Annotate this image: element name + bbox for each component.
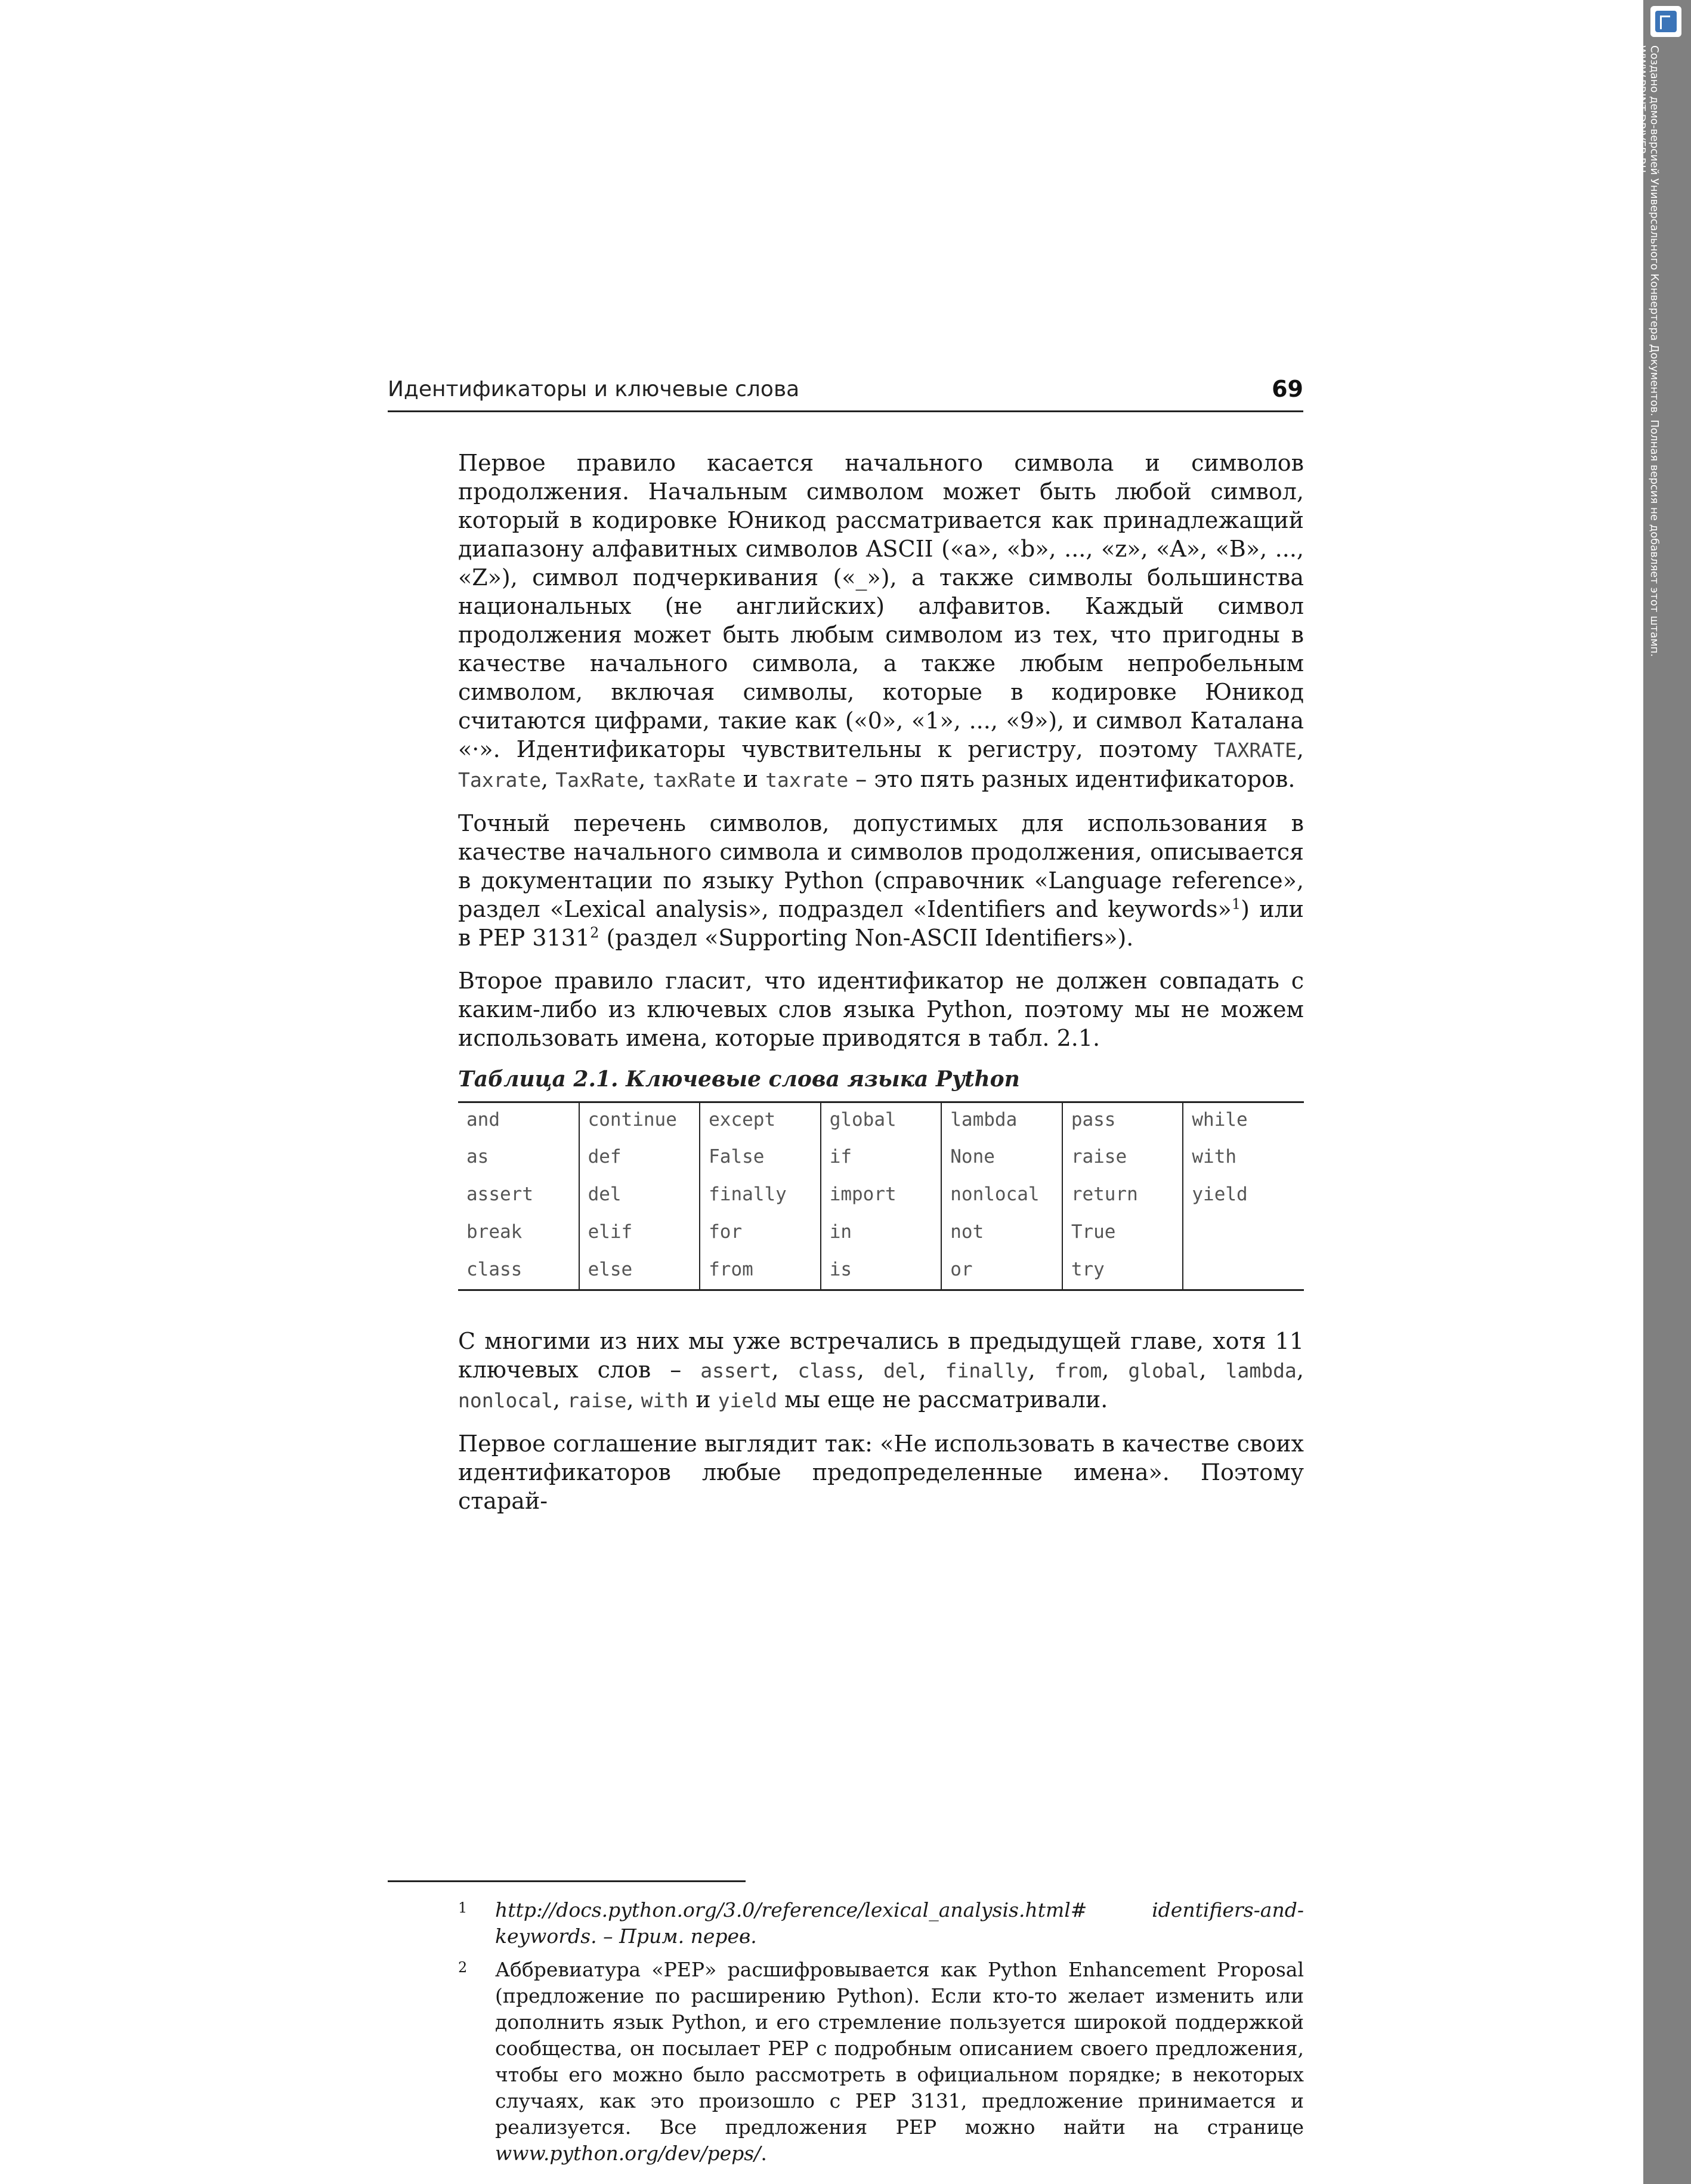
footnote-url[interactable]: http://docs.python.org/3.0/reference/lexical_analysis.html# identifiers-and-keywords.: [495, 1898, 1304, 1948]
keyword-cell: [1183, 1215, 1304, 1253]
code-identifier: Taxrate: [458, 768, 542, 792]
separator: ,: [919, 1357, 926, 1383]
keyword-cell: True: [1062, 1215, 1183, 1253]
paragraph-first-convention: Первое соглашение выглядит так: «Не использовать в качестве своих идентификаторов любые предопределенные имена». Поэтому старай-: [458, 1431, 1304, 1514]
separator: ,: [1102, 1357, 1109, 1383]
paragraph-keywords-seen: [458, 1327, 1304, 1415]
code-keyword: lambda: [1225, 1359, 1297, 1382]
code-keyword: raise: [567, 1389, 627, 1412]
text-segment: и: [695, 1386, 711, 1413]
keyword-cell: try: [1062, 1253, 1183, 1290]
keyword-cell: assert: [458, 1178, 579, 1215]
code-keyword: global: [1128, 1359, 1200, 1382]
table-row: [458, 1102, 1304, 1140]
keyword-cell: is: [821, 1253, 942, 1290]
paragraph-character-list: [458, 809, 1304, 952]
keyword-cell: nonlocal: [941, 1178, 1062, 1215]
watermark-text: [1634, 45, 1661, 657]
keyword-cell: import: [821, 1178, 942, 1215]
keyword-cell: return: [1062, 1178, 1183, 1215]
keyword-cell: not: [941, 1215, 1062, 1253]
keyword-cell: with: [1192, 1145, 1237, 1167]
code-identifier: TAXRATE: [1213, 739, 1297, 762]
code-identifier: taxrate: [765, 768, 849, 792]
separator: ,: [857, 1357, 864, 1383]
paragraph-identifier-rules: [458, 449, 1304, 795]
separator: и: [743, 766, 759, 792]
keyword-cell: global: [821, 1102, 942, 1140]
keyword-cell: except: [700, 1102, 821, 1140]
table-row: [458, 1178, 1304, 1215]
keyword-cell: yield: [1192, 1183, 1248, 1205]
keyword-cell: for: [700, 1215, 821, 1253]
footnote-text: Аббревиатура «PEP» расшифровывается как Python Enhancement Proposal (предложение по расширению Python). Если кто-то желает изменить или дополнить язык Python, и его стремление пользуется широкой поддержкой сообщества, он посылает PEP с подробным описанием своего предложения, чтобы его можно было рассмотреть в официальном порядке; в некоторых случаях, как это произошло с PEP 3131, предложение принимается и реализуется. Все предложения PEP можно найти на странице: [495, 1958, 1304, 2139]
text-segment: ) или в PEP 3131: [458, 896, 1304, 951]
code-keyword: yield: [718, 1389, 778, 1412]
keyword-cell: in: [821, 1215, 942, 1253]
keyword-cell: None: [941, 1140, 1062, 1178]
table-row: [458, 1215, 1304, 1253]
keywords-table: [458, 1101, 1304, 1291]
keyword-cell: as: [458, 1140, 579, 1178]
code-keyword: from: [1054, 1359, 1102, 1382]
table-row: [458, 1253, 1304, 1290]
separator: ,: [771, 1357, 779, 1383]
keyword-cell: raise: [1062, 1140, 1183, 1178]
text-segment: (раздел «Supporting Non-ASCII Identifiers»).: [606, 925, 1134, 951]
separator: ,: [541, 766, 549, 792]
keyword-cell: [1183, 1253, 1304, 1290]
running-header: [388, 376, 1303, 412]
footnote-url[interactable]: www.python.org/dev/peps/: [495, 2142, 761, 2165]
keyword-cell: break: [458, 1215, 579, 1253]
keyword-cell: class: [458, 1253, 579, 1290]
page-number: 69: [1272, 376, 1303, 402]
keyword-cell: del: [579, 1178, 700, 1215]
keyword-cell: else: [579, 1253, 700, 1290]
separator: ,: [1296, 736, 1304, 762]
code-keyword: class: [797, 1359, 857, 1382]
separator: ,: [1028, 1357, 1035, 1383]
chapter-title: Идентификаторы и ключевые слова: [388, 377, 800, 401]
text-segment: мы еще не рассматривали.: [784, 1386, 1108, 1413]
code-keyword: nonlocal: [458, 1389, 553, 1412]
footnote-divider: [388, 1880, 746, 1882]
keyword-cell: False: [700, 1140, 821, 1178]
keyword-cell: from: [700, 1253, 821, 1290]
separator: ,: [552, 1386, 561, 1413]
keyword-cell: elif: [579, 1215, 700, 1253]
text-segment: – это пять разных идентификаторов.: [855, 766, 1296, 792]
footnotes: [458, 1897, 1304, 2174]
keyword-cell: if: [821, 1140, 942, 1178]
separator: ,: [1199, 1357, 1207, 1383]
separator: ,: [1296, 1357, 1304, 1383]
keyword-cell: while: [1192, 1109, 1248, 1130]
footnote-note: – Прим. перев.: [603, 1924, 757, 1948]
code-keyword: assert: [700, 1359, 772, 1382]
footnote-ref[interactable]: 2: [590, 924, 599, 941]
watermark-line-1: Создано демо-версией Универсального Конвертера Документов. Полная версия не добавляет этот штамп.: [1648, 45, 1661, 657]
footnote-mark: 1: [458, 1899, 468, 1916]
table-caption: Таблица 2.1. Ключевые слова языка Python: [458, 1067, 1020, 1092]
text-segment: Точный перечень символов, допустимых для использования в качестве начального символа и символов продолжения, описывается в документации по языку Python (справочник «Language reference», раздел «Lexical analysis», подраздел «Identifiers and keywords»: [458, 810, 1304, 922]
keyword-cell: or: [941, 1253, 1062, 1290]
code-identifier: TaxRate: [555, 768, 639, 792]
paragraph-keywords-rule: Второе правило гласит, что идентификатор не должен совпадать с каким-либо из ключевых слов языка Python, поэтому мы не можем использовать имена, которые приводятся в табл. 2.1.: [458, 968, 1304, 1051]
document-converter-icon[interactable]: [1650, 6, 1681, 37]
separator: ,: [638, 766, 646, 792]
footnote-1: [458, 1897, 1304, 1950]
body-text: [458, 449, 1304, 1530]
text-segment: Первое правило касается начального символа и символов продолжения. Начальным символом может быть любой символ, который в кодировке Юникод рассматривается как принадлежащий диапазону алфавитных символов ASCII («a», «b», ..., «z», «A», «B», ..., «Z»), символ подчеркивания («_»), а также символы большинства национальных (не английских) алфавитов. Каждый символ продолжения может быть любым символом из тех, что пригодны в качестве начального символа, а также любым непробельным символом, включая символы, которые в кодировке Юникод считаются цифрами, такие как («0», «1», ..., «9»), и символ Каталана «·». Идентификаторы чувствительны к регистру, поэтому: [458, 450, 1304, 762]
keyword-cell: def: [579, 1140, 700, 1178]
keyword-cell: finally: [700, 1178, 821, 1215]
footnote-end: .: [761, 2142, 767, 2165]
footnote-2: [458, 1957, 1304, 2167]
code-identifier: taxRate: [653, 768, 736, 792]
footnote-ref[interactable]: 1: [1231, 895, 1241, 913]
footnote-mark: 2: [458, 1959, 468, 1976]
keyword-cell: continue: [579, 1102, 700, 1140]
keyword-cell: and: [458, 1102, 579, 1140]
table-row: [458, 1140, 1304, 1178]
code-keyword: finally: [945, 1359, 1028, 1382]
watermark-line-2[interactable]: WWW.PRINT-DRIVER.RU: [1635, 45, 1647, 173]
text-segment: С многими из них мы уже встречались в предыдущей главе, хотя 11 ключевых слов –: [458, 1328, 1304, 1383]
separator: ,: [626, 1386, 634, 1413]
code-keyword: del: [883, 1359, 919, 1382]
keyword-cell: pass: [1062, 1102, 1183, 1140]
keyword-cell: lambda: [941, 1102, 1062, 1140]
code-keyword: with: [641, 1389, 689, 1412]
